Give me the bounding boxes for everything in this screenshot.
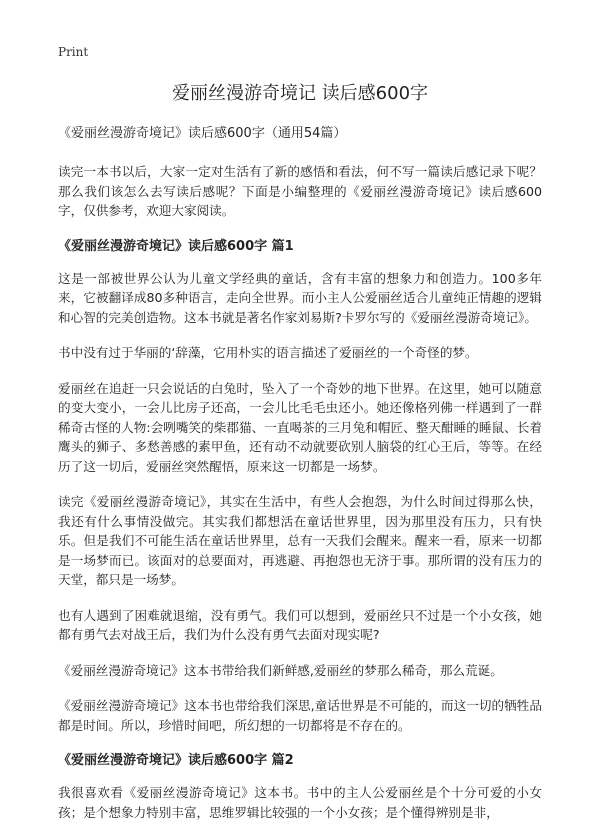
intro-paragraph: 读完一本书以后，大家一定对生活有了新的感悟和看法，何不写一篇读后感记录下呢？那么我们该怎么去写读后感呢？下面是小编整理的《爱丽丝漫游奇境记》读后感600字，仅供参考，欢迎大家阅读。 <box>58 164 542 218</box>
article-paragraph: 读完《爱丽丝漫游奇境记》，其实在生活中，有些人会抱怨，为什么时间过得那么快，我还有什么事情没做完。其实我们都想活在童话世界里，因为那里没有压力，只有快乐。但是我们不可能生活在童话世界里，总有一天我们会醒来。醒来一看，原来一切都是一场梦而已。该面对的总要面对，再逃避、再抱怨也无济于事。那所谓的没有压力的天堂，都只是一场梦。 <box>58 494 542 587</box>
section-heading-2: 《爱丽丝漫游奇境记》读后感600字 篇2 <box>58 753 294 768</box>
article-paragraph: 《爱丽丝漫游奇境记》这本书也带给我们深思,童话世界是不可能的，而这一切的牺牲品都是时间。所以，珍惜时间吧，所幻想的一切都将是不存在的。 <box>58 698 542 733</box>
article-paragraph: 《爱丽丝漫游奇境记》这本书带给我们新鲜感,爱丽丝的梦那么稀奇，那么荒诞。 <box>58 662 503 678</box>
section-heading-1: 《爱丽丝漫游奇境记》读后感600字 篇1 <box>58 238 294 254</box>
article-paragraph: 我很喜欢看《爱丽丝漫游奇境记》这本书。书中的主人公爱丽丝是个十分可爱的小女孩；是个想象力特别丰富，思维罗辑比较强的一个小女孩；是个懂得辨别是非， <box>58 785 542 820</box>
document-subtitle: 《爱丽丝漫游奇境记》读后感600字（通用54篇） <box>58 126 347 141</box>
print-link[interactable]: Print <box>58 45 89 59</box>
article-paragraph: 爱丽丝在追赶一只会说话的白兔时，坠入了一个奇妙的地下世界。在这里，她可以随意的变大变小，一会儿比房子还高，一会儿比毛毛虫还小。她还像格列佛一样遇到了一群稀奇古怪的人物:会咧嘴笑的柴郡猫、一直喝茶的三月兔和帽匠、整天酣睡的睡鼠、长着鹰头的狮子、多愁善感的素甲鱼，还有动不动就要砍别人脑袋的红心王后，等等。在经历了这一切后，爱丽丝突然醒悟，原来这一切都是一场梦。 <box>58 380 542 474</box>
article-paragraph: 书中没有过于华丽的‘辞藻，它用朴实的语言描述了爱丽丝的一个奇怪的梦。 <box>58 345 478 360</box>
page-title: 爱丽丝漫游奇境记 读后感600字 <box>171 83 429 104</box>
article-paragraph: 也有人遇到了困难就退缩，没有勇气。我们可以想到，爱丽丝只不过是一个小女孩，她都有勇气去对战王后，我们为什么没有勇气去面对现实呢? <box>58 607 542 642</box>
article-paragraph: 这是一部被世界公认为儿童文学经典的童话，含有丰富的想象力和创造力。100多年来，它被翻译成80多种语言，走向全世界。而小主人公爱丽丝适合儿童纯正情趣的逻辑和心智的完美创造物。这本书就是著名作家刘易斯?卡罗尔写的《爱丽丝漫游奇境记》。 <box>58 270 542 325</box>
